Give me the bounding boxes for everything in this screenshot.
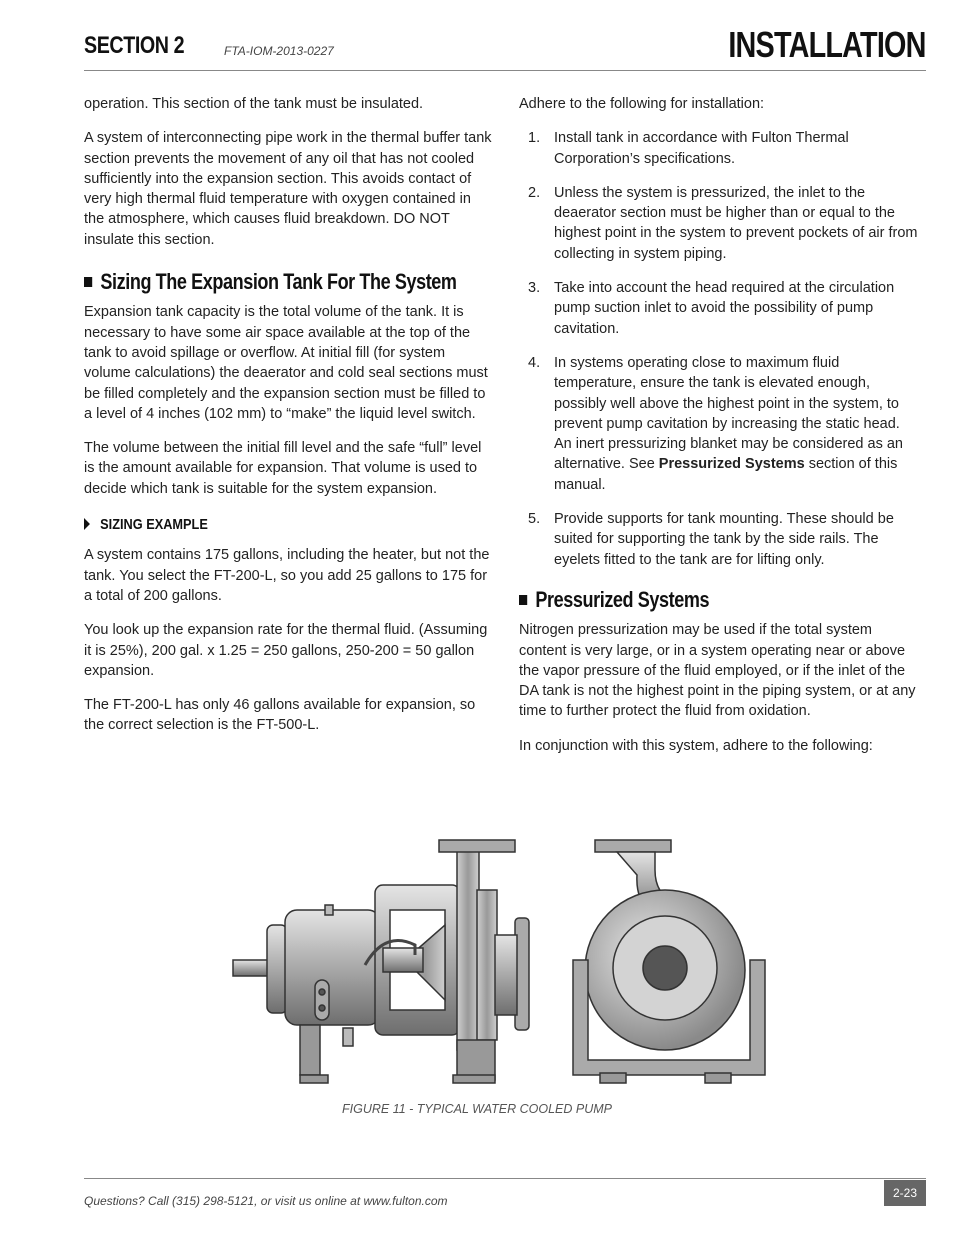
- paragraph: You look up the expansion rate for the thermal fluid. (Assuming it is 25%), 200 gal. x 1.25 = 250 gallons, 250-200 = 50 gallon expansion.: [84, 622, 488, 679]
- heading-pressurized: [519, 586, 847, 612]
- list-text: Provide supports for tank mounting. These should be suited for supporting the tank by the side rails. The eyelets fitted to the tank are for lifting only.: [554, 511, 894, 568]
- list-text: Unless the system is pressurized, the inlet to the deaerator section must be higher than or equal to the highest point in the system to prevent pockets of air from collecting in system piping.: [554, 184, 918, 262]
- list-item: [519, 183, 919, 264]
- paragraph: Nitrogen pressurization may be used if the total system content is very large, or in a system operating near or above the vapor pressure of the fluid employed, or if the inlet of the DA tank is not the highest point in the piping system, or at any time to further protect the fluid from oxidation.: [519, 622, 916, 720]
- right-column: [519, 94, 919, 770]
- pump-front-view: [573, 840, 765, 1083]
- list-item: [519, 353, 919, 495]
- page-header: [84, 22, 926, 71]
- list-item: [519, 509, 919, 570]
- list-number: 1.: [528, 130, 541, 147]
- paragraph: The FT-200-L has only 46 gallons available for expansion, so the correct selection is the FT-500-L.: [84, 697, 476, 734]
- footer-divider: [84, 1178, 926, 1179]
- list-item: [519, 128, 919, 169]
- page-number: 2-23: [884, 1180, 926, 1206]
- heading-sizing: [84, 269, 457, 295]
- list-number: 5.: [528, 511, 541, 528]
- square-bullet-icon: [519, 595, 527, 605]
- list-item: [519, 278, 919, 339]
- paragraph: A system contains 175 gallons, including the heater, but not the tank. You select the FT-200-L, so you add 25 gallons to 175 for a total of 200 gallons.: [84, 547, 490, 604]
- page-title: INSTALLATION: [728, 24, 926, 65]
- heading-sizing-example: [84, 515, 431, 535]
- list-text: Take into account the head required at the circulation pump suction inlet to avoid the possibility of pump cavitation.: [554, 280, 895, 337]
- heading-sizing-text: Sizing The Expansion Tank For The System: [100, 269, 457, 295]
- footer-contact: Questions? Call (315) 298-5121, or visit us online at www.fulton.com: [84, 1194, 448, 1208]
- paragraph: A system of interconnecting pipe work in the thermal buffer tank section prevents the movement of any oil that has not cooled sufficiently into the expansion section. This avoids contact of very high thermal fluid temperature with oxygen contained in the atmosphere, which causes fluid breakdown. DO NOT insulate this section.: [84, 130, 492, 248]
- list-text: Install tank in accordance with Fulton Thermal Corporation’s specifications.: [554, 130, 849, 167]
- paragraph: The volume between the initial fill level and the safe “full” level is the amount available for expansion. That volume is used to decide which tank is suitable for the system expansion.: [84, 440, 482, 497]
- square-bullet-icon: [84, 277, 92, 287]
- pump-side-view: [233, 840, 529, 1083]
- paragraph: Adhere to the following for installation:: [519, 96, 765, 112]
- installation-list: [519, 128, 919, 570]
- list-text: section of this manual.: [554, 456, 898, 493]
- list-text: In systems operating close to maximum fluid temperature, ensure the tank is elevated enough, possibly well above the highest point in the system, to prevent pump cavitation by increasing the static head. An inert pressurizing blanket may be considered as an alternative. See: [554, 354, 903, 473]
- heading-pressurized-text: Pressurized Systems: [535, 586, 710, 612]
- list-number: 3.: [528, 280, 541, 297]
- left-column: [84, 94, 492, 750]
- section-label: SECTION 2: [84, 32, 185, 59]
- pump-illustration: [225, 830, 785, 1090]
- list-text-bold: Pressurized Systems: [658, 456, 805, 473]
- figure-caption: FIGURE 11 - TYPICAL WATER COOLED PUMP: [342, 1102, 612, 1116]
- triangle-bullet-icon: [84, 518, 90, 530]
- paragraph: Expansion tank capacity is the total volume of the tank. It is necessary to have some air space available at the top of the tank to avoid spillage or overflow. At initial fill (for system volume calculations) the deaerator and cold seal sections must be filled completely and the expansion section must be filled to a level of 4 inches (102 mm) to “make” the liquid level switch.: [84, 304, 488, 422]
- document-id: FTA-IOM-2013-0227: [224, 44, 334, 58]
- list-number: 4.: [528, 354, 541, 371]
- paragraph: In conjunction with this system, adhere to the following:: [519, 737, 873, 754]
- paragraph: operation. This section of the tank must be insulated.: [84, 96, 424, 112]
- list-number: 2.: [528, 184, 541, 201]
- heading-sizing-example-text: SIZING EXAMPLE: [100, 516, 208, 534]
